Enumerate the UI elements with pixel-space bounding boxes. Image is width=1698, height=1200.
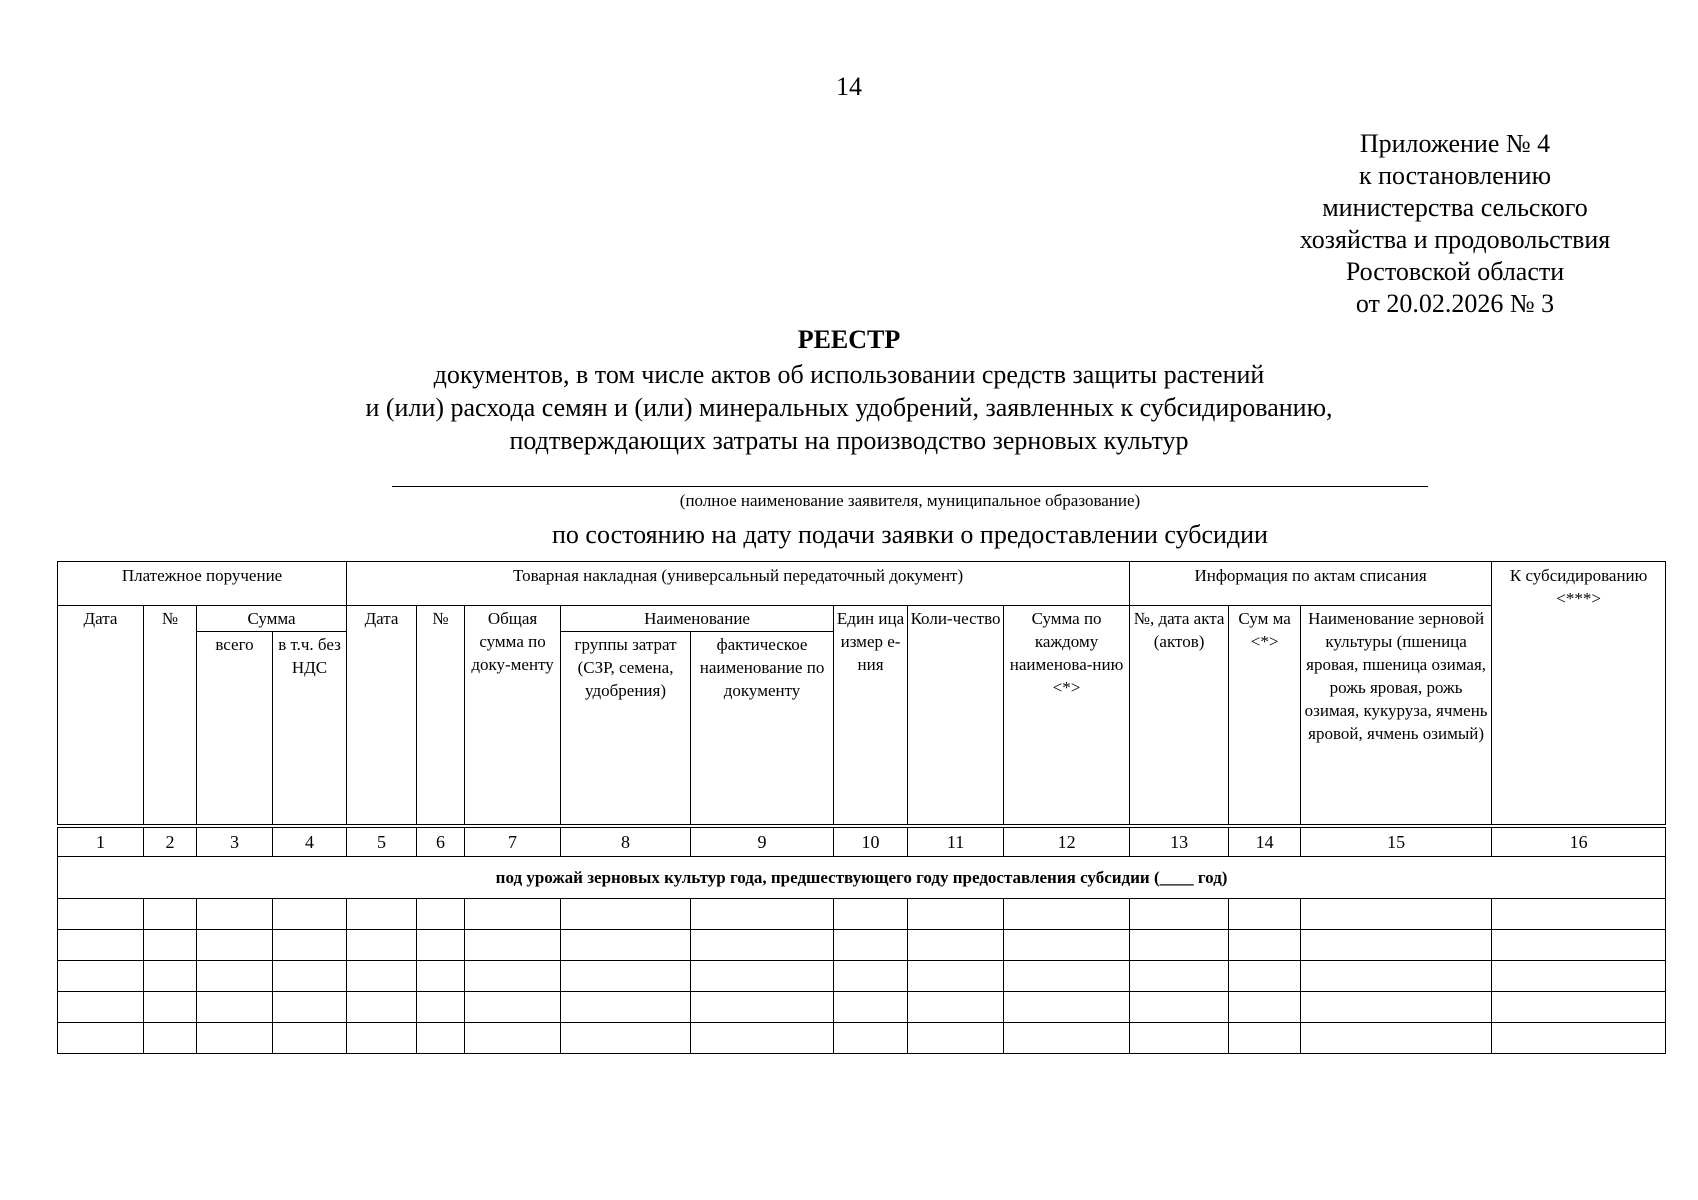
header-payment-order: Платежное поручение xyxy=(58,562,347,606)
table-cell xyxy=(417,992,465,1023)
appendix-line: от 20.02.2026 № 3 xyxy=(1355,289,1555,318)
table-cell xyxy=(347,899,417,930)
subtitle-line: подтверждающих затраты на производство зерновых культур xyxy=(509,426,1189,455)
table-cell xyxy=(908,992,1004,1023)
table-cell xyxy=(691,899,834,930)
table-cell xyxy=(465,992,561,1023)
col-name: Наименование xyxy=(561,606,834,632)
header-writeoff-acts: Информация по актам списания xyxy=(1130,562,1492,606)
column-number: 10 xyxy=(834,828,908,857)
column-number: 11 xyxy=(908,828,1004,857)
table-cell xyxy=(465,899,561,930)
column-number: 2 xyxy=(144,828,197,857)
col-invoice-number: № xyxy=(417,606,465,825)
header-invoice: Товарная накладная (универсальный передаточный документ) xyxy=(347,562,1130,606)
table-cell xyxy=(834,1023,908,1054)
table-row xyxy=(58,961,1666,992)
column-number: 4 xyxy=(273,828,347,857)
empty-rows-body xyxy=(58,899,1666,1054)
table-cell xyxy=(908,961,1004,992)
table-cell xyxy=(197,930,273,961)
table-cell xyxy=(908,899,1004,930)
table-cell xyxy=(1492,992,1666,1023)
subtitle-line: и (или) расхода семян и (или) минеральных удобрений, заявленных к субсидированию, xyxy=(365,393,1333,422)
table-cell xyxy=(561,992,691,1023)
table-cell xyxy=(144,961,197,992)
table-cell xyxy=(347,961,417,992)
appendix-block xyxy=(1255,128,1655,320)
appendix-line: к постановлению xyxy=(1358,161,1552,190)
table-cell xyxy=(691,961,834,992)
table-cell xyxy=(465,930,561,961)
col-quantity: Коли-чество xyxy=(908,606,1004,825)
table-cell xyxy=(197,899,273,930)
column-number: 7 xyxy=(465,828,561,857)
table-cell xyxy=(144,930,197,961)
table-cell xyxy=(691,992,834,1023)
col-unit: Един ица измер е-ния xyxy=(834,606,908,825)
table-cell xyxy=(417,899,465,930)
appendix-line: министерства сельского xyxy=(1322,193,1588,222)
table-cell xyxy=(908,930,1004,961)
col-payment-date: Дата xyxy=(58,606,144,825)
applicant-fill-line xyxy=(392,486,1428,487)
table-row xyxy=(58,992,1666,1023)
table-cell xyxy=(417,961,465,992)
table-cell xyxy=(1229,1023,1301,1054)
appendix-line: хозяйства и продовольствия xyxy=(1299,225,1611,254)
subtitle-line: документов, в том числе актов об использовании средств защиты растений xyxy=(433,360,1265,389)
col-act-number-date: №, дата акта (актов) xyxy=(1130,606,1229,825)
table-cell xyxy=(561,1023,691,1054)
table-cell xyxy=(273,1023,347,1054)
table-cell xyxy=(1301,961,1492,992)
table-cell xyxy=(417,1023,465,1054)
table-cell xyxy=(1492,930,1666,961)
col-sum-per-item: Сумма по каждому наименова-нию <*> xyxy=(1004,606,1130,825)
table-cell xyxy=(1301,1023,1492,1054)
page-number: 14 xyxy=(836,72,862,101)
table-cell xyxy=(1004,992,1130,1023)
table-cell xyxy=(197,1023,273,1054)
table-cell xyxy=(273,930,347,961)
table-cell xyxy=(1004,1023,1130,1054)
column-number: 12 xyxy=(1004,828,1130,857)
col-payment-sum: Сумма xyxy=(197,606,347,632)
col-payment-number: № xyxy=(144,606,197,825)
table-cell xyxy=(197,992,273,1023)
table-cell xyxy=(1229,992,1301,1023)
table-cell xyxy=(691,1023,834,1054)
table-cell xyxy=(1004,930,1130,961)
table-cell xyxy=(1301,930,1492,961)
table-cell xyxy=(144,899,197,930)
col-crop-name: Наименование зерновой культуры (пшеница яровая, пшеница озимая, рожь яровая, рожь озимая, кукуруза, ячмень яровой, ячмень озимый) xyxy=(1301,606,1492,825)
applicant-caption: (полное наименование заявителя, муниципальное образование) xyxy=(679,491,1141,510)
table-cell xyxy=(197,961,273,992)
column-number: 1 xyxy=(58,828,144,857)
table-cell xyxy=(347,992,417,1023)
table-cell xyxy=(1492,961,1666,992)
column-number: 5 xyxy=(347,828,417,857)
table-row xyxy=(58,899,1666,930)
table-cell xyxy=(834,961,908,992)
registry-table xyxy=(57,561,1666,1054)
appendix-line: Ростовской области xyxy=(1345,257,1565,286)
table-cell xyxy=(273,899,347,930)
table-cell xyxy=(1004,961,1130,992)
table-cell xyxy=(144,992,197,1023)
section-title-row: под урожай зерновых культур года, предшествующего году предоставления субсидии (____ год) xyxy=(58,857,1666,899)
table-cell xyxy=(1130,1023,1229,1054)
table-cell xyxy=(1229,930,1301,961)
column-number: 8 xyxy=(561,828,691,857)
col-cost-group: группы затрат (СЗР, семена, удобрения) xyxy=(561,632,691,825)
document-title: РЕЕСТР xyxy=(797,325,901,354)
table-cell xyxy=(273,961,347,992)
table-cell xyxy=(1130,899,1229,930)
table-cell xyxy=(273,992,347,1023)
column-number: 16 xyxy=(1492,828,1666,857)
table-cell xyxy=(908,1023,1004,1054)
document-subtitle xyxy=(0,358,1698,457)
table-cell xyxy=(561,961,691,992)
table-cell xyxy=(1301,992,1492,1023)
status-date-line: по состоянию на дату подачи заявки о предоставлении субсидии xyxy=(552,520,1268,549)
table-cell xyxy=(561,899,691,930)
col-actual-name: фактическое наименование по документу xyxy=(691,632,834,825)
table-cell xyxy=(58,961,144,992)
table-row xyxy=(58,930,1666,961)
table-cell xyxy=(417,930,465,961)
table-cell xyxy=(465,961,561,992)
col-doc-total: Общая сумма по доку-менту xyxy=(465,606,561,825)
column-number: 9 xyxy=(691,828,834,857)
table-cell xyxy=(1492,1023,1666,1054)
column-number: 14 xyxy=(1229,828,1301,857)
table-cell xyxy=(347,1023,417,1054)
table-cell xyxy=(58,899,144,930)
column-number: 3 xyxy=(197,828,273,857)
table-cell xyxy=(58,1023,144,1054)
col-sum-total: всего xyxy=(197,632,273,825)
table-row xyxy=(58,1023,1666,1054)
column-number: 15 xyxy=(1301,828,1492,857)
table-cell xyxy=(1229,961,1301,992)
table-cell xyxy=(144,1023,197,1054)
col-act-sum: Сум ма <*> xyxy=(1229,606,1301,825)
col-sum-no-vat: в т.ч. без НДС xyxy=(273,632,347,825)
table-cell xyxy=(834,899,908,930)
table-cell xyxy=(1130,961,1229,992)
table-cell xyxy=(834,992,908,1023)
table-cell xyxy=(834,930,908,961)
table-cell xyxy=(1301,899,1492,930)
column-number: 13 xyxy=(1130,828,1229,857)
table-cell xyxy=(1130,930,1229,961)
table-cell xyxy=(465,1023,561,1054)
column-number: 6 xyxy=(417,828,465,857)
table-cell xyxy=(1004,899,1130,930)
table-cell xyxy=(347,930,417,961)
appendix-line: Приложение № 4 xyxy=(1359,129,1551,158)
table-cell xyxy=(1130,992,1229,1023)
table-cell xyxy=(1492,899,1666,930)
header-to-subsidy: К субсидированию <***> xyxy=(1492,562,1666,825)
table-cell xyxy=(58,930,144,961)
table-cell xyxy=(1229,899,1301,930)
table-cell xyxy=(561,930,691,961)
col-invoice-date: Дата xyxy=(347,606,417,825)
table-cell xyxy=(691,930,834,961)
table-cell xyxy=(58,992,144,1023)
